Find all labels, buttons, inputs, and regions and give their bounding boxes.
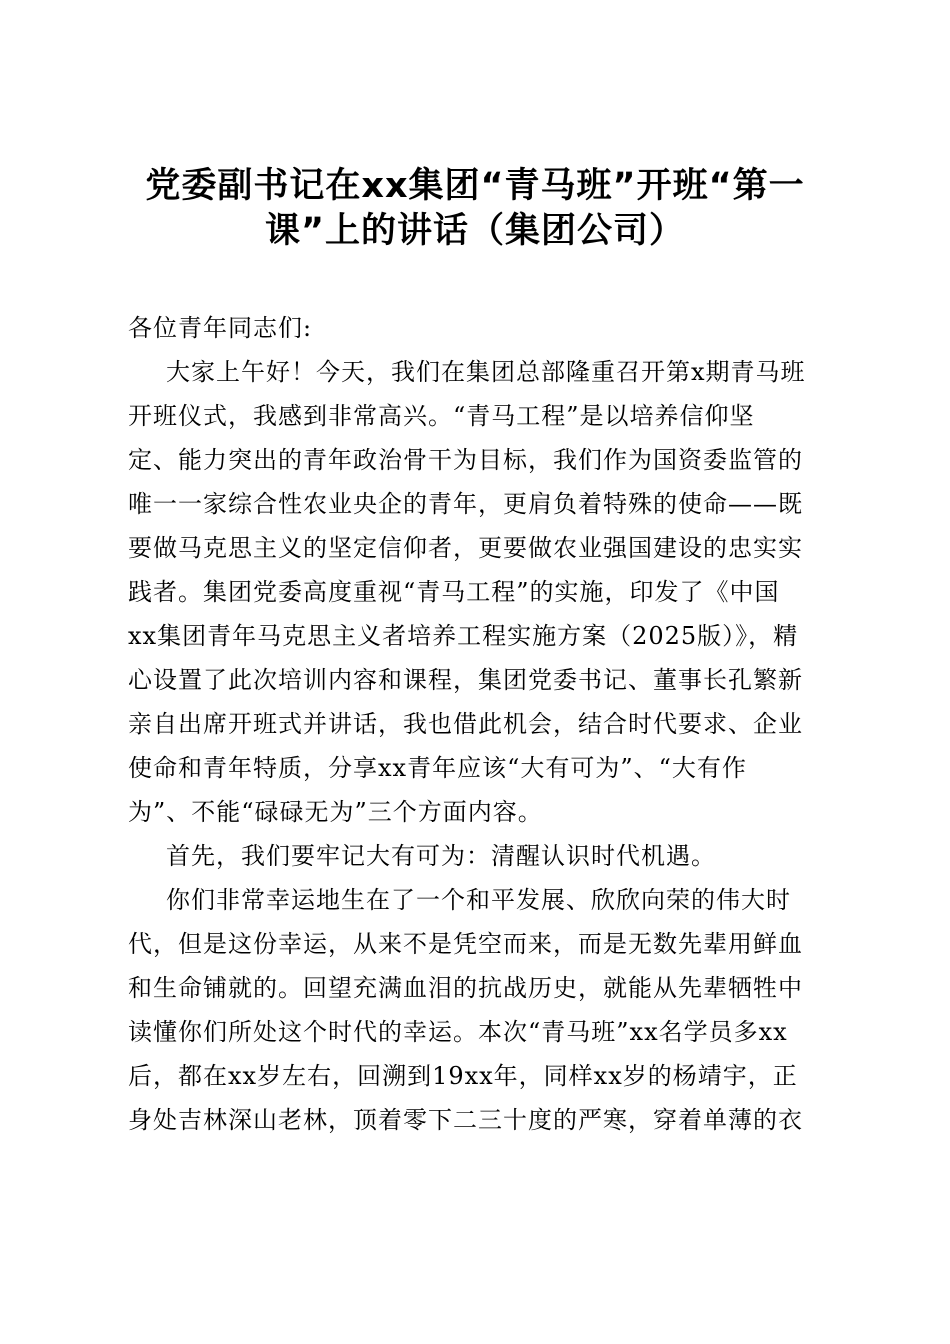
body-line: 亲自出席开班式并讲话，我也借此机会，结合时代要求、企业 [128, 710, 803, 738]
title-line-2: 课”上的讲话（集团公司） [264, 211, 685, 251]
body-line: 唯一一家综合性农业央企的青年，更肩负着特殊的使命——既 [128, 490, 803, 518]
body-line: 身处吉林深山老林，顶着零下二三十度的严寒，穿着单薄的衣 [128, 1106, 803, 1134]
body-line: 开班仪式，我感到非常高兴。“青马工程”是以培养信仰坚 [128, 402, 755, 430]
body-line: 践者。集团党委高度重视“青马工程”的实施，印发了《中国 [128, 578, 780, 606]
body-line: 首先，我们要牢记大有可为：清醒认识时代机遇。 [166, 842, 716, 870]
body-line: 定、能力突出的青年政治骨干为目标，我们作为国资委监管的 [128, 446, 803, 474]
body-line: 和生命铺就的。回望充满血泪的抗战历史，就能从先辈牺牲中 [128, 974, 803, 1002]
body-line: 要做马克思主义的坚定信仰者，更要做农业强国建设的忠实实 [128, 534, 803, 562]
body-line: 代，但是这份幸运，从来不是凭空而来，而是无数先辈用鲜血 [128, 930, 803, 958]
body-line: 使命和青年特质，分享xx青年应该“大有可为”、“大有作 [128, 754, 747, 782]
body-line: 各位青年同志们: [128, 314, 313, 342]
document-title [110, 164, 840, 254]
body-line: 大家上午好！今天，我们在集团总部隆重召开第x期青马班 [166, 358, 806, 386]
body-line: 后，都在xx岁左右，回溯到19xx年，同样xx岁的杨靖宇，正 [128, 1062, 798, 1090]
title-line-1: 党委副书记在xx集团“青马班”开班“第一 [145, 166, 805, 206]
body-line: xx集团青年马克思主义者培养工程实施方案（2025版）》，精 [128, 622, 799, 650]
body-line: 你们非常幸运地生在了一个和平发展、欣欣向荣的伟大时 [166, 886, 791, 914]
body-line: 读懂你们所处这个时代的幸运。本次“青马班”xx名学员多xx [128, 1018, 788, 1046]
body-line: 心设置了此次培训内容和课程，集团党委书记、董事长孔繁新 [128, 666, 803, 694]
document-body [128, 306, 828, 1142]
body-line: 为”、不能“碌碌无为”三个方面内容。 [128, 798, 543, 826]
